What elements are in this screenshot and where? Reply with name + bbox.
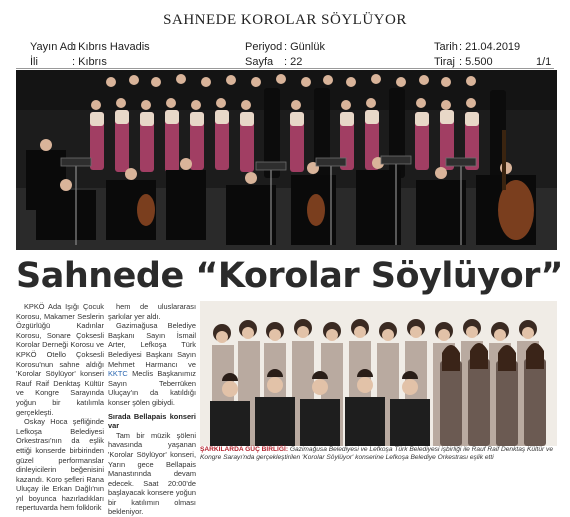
ili-value: : Kıbrıs — [72, 56, 107, 68]
column2-paragraph-3: Tam bir müzik şöleni havasında yaşanan 'Korolar Söylüyor' konseri, Yarın gece Bellapais Manastırında devam edecek. Saat 20:00'de başlayacak konsere yoğun bir katılımın olması bekleniyor. — [108, 430, 196, 517]
periyod-value: : Günlük — [284, 41, 325, 53]
sayfa-label: Sayfa — [245, 56, 274, 68]
yayin-value: : Kıbrıs Havadis — [72, 41, 150, 53]
tarih-label: Tarih — [434, 41, 458, 53]
sayfa-value: : 22 — [284, 56, 303, 68]
kktc-link: KKTC — [108, 369, 128, 379]
tiraj-value: : 5.500 — [459, 56, 493, 68]
choir-group-photo — [200, 301, 557, 446]
column2-text-a: Gazimağusa Belediye Başkanı Sayın İsmail Arter, Lefkoşa Türk Belediyesi Başkanı Sayın Mehmet Harmancı ve — [108, 321, 196, 369]
tiraj-label: Tiraj — [434, 56, 455, 68]
article-column-2 — [108, 302, 196, 517]
column2-paragraph-2 — [108, 321, 196, 407]
page-count: 1/1 — [536, 56, 552, 68]
document-title: SAHNEDE KOROLAR SÖYLÜYOR — [163, 12, 407, 28]
column2-subheading: Sırada Bellapais konseri var — [108, 411, 196, 431]
photo-caption — [200, 446, 557, 463]
choir-concert-photo — [16, 70, 557, 250]
ili-label: İli — [30, 56, 38, 68]
yayin-label: Yayın Adı — [30, 41, 77, 53]
column1-paragraph-1: KPKÖ Ada Işığı Çocuk Korosu, Makamer Seslerin Özgürlüğü Kadınlar Korosu, Sonare Çoksesli Korolar Derneği Korosu ve KPKÖ Otello Çoksesli Korosu'nun sahne aldığı 'Korolar Söylüyor' konseri Rauf Raif Denktaş Kültür ve Kongre Sarayında yoğun bir katılımla gerçekleşti. — [16, 302, 104, 417]
header-rule — [16, 68, 554, 69]
article-column-1 — [16, 302, 104, 513]
caption-text: Gazimağusa Belediyesi ve Lefkoşa Türk Belediyesi işbirliği ile Rauf Raif Denktaş Kültür ve Kongre Sarayı'nda gerçekleştirilen 'Korolar Söylüyor' konserine Lefkoşa Belediye Orkestrası eşlik etti — [200, 446, 554, 462]
periyod-label: Periyod — [245, 41, 283, 53]
tarih-value: : 21.04.2019 — [459, 41, 521, 53]
caption-lead: ŞARKILARDA GÜÇ BİRLİĞİ: — [200, 446, 289, 453]
column1-paragraph-2: Oskay Hoca şefliğinde Lefkoşa Belediyesi Orkestrası'nın da eşlik ettiği konserde birbirinden güzel performanslar dinleyicilerin beğenisini kazandı. Koro şefleri Rana Uluçay ile Erkan Dağlı'nın yıl boyunca hazırladıkları repertuvarda hem folklorik — [16, 417, 104, 513]
article-headline: Sahnede “Korolar Söylüyor” — [16, 256, 564, 296]
column2-text-c: Meclis Başkanımız Sayın Teberrüken Uluçay'ın da katıldığı konser şölen gibiydi. — [108, 369, 196, 407]
column2-paragraph-1: hem de uluslararası şarkılar yer aldı. — [108, 302, 196, 321]
